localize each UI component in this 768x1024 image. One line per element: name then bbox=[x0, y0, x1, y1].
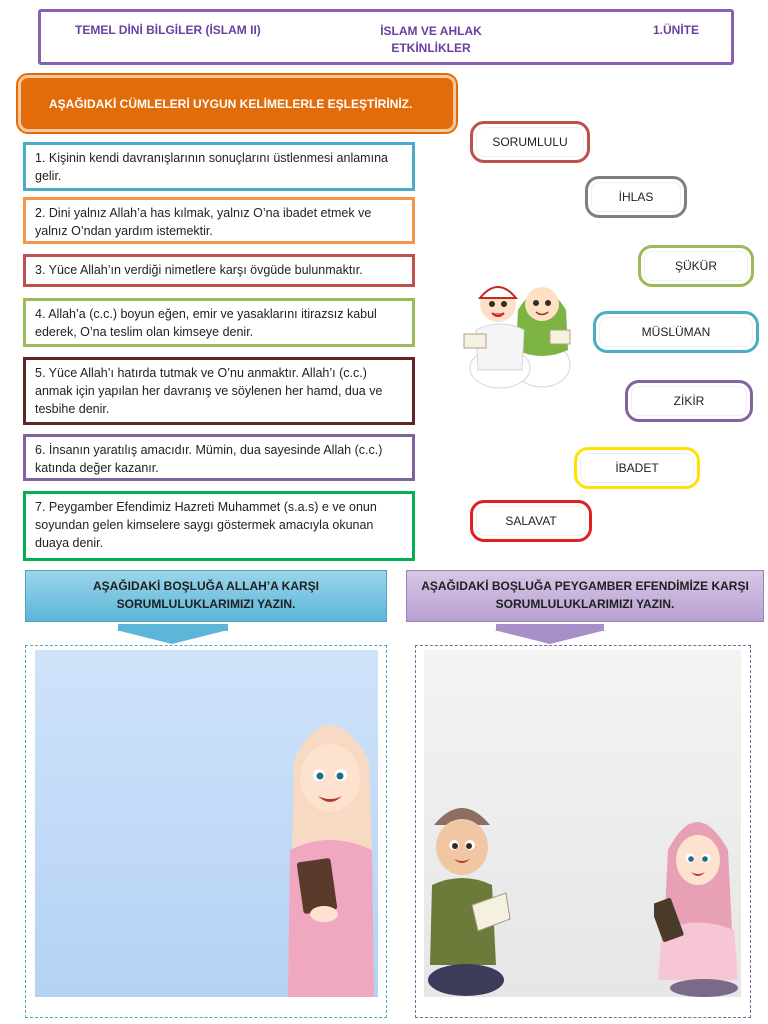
down-arrow-icon bbox=[494, 630, 606, 644]
question-6: 6. İnsanın yaratılış amacıdır. Mümin, dua sayesinde Allah (c.c.) katında değer kazanır. bbox=[23, 434, 415, 481]
allah-responsibilities-banner: AŞAĞIDAKİ BOŞLUĞA ALLAH’A KARŞI SORUMLULUKLARIMIZI YAZIN. bbox=[25, 570, 387, 622]
question-4: 4. Allah’a (c.c.) boyun eğen, emir ve yasaklarını itirazsız kabul ederek, O’na teslim olan kimseye denir. bbox=[23, 298, 415, 347]
word-card-salavat[interactable]: SALAVAT bbox=[470, 500, 592, 542]
children-reading-illustration bbox=[462, 270, 580, 390]
question-5: 5. Yüce Allah’ı hatırda tutmak ve O’nu anmaktır. Allah’ı (c.c.) anmak için yapılan her davranış ve söylenen her hamd, dua ve tesbihe denir. bbox=[23, 357, 415, 425]
question-2: 2. Dini yalnız Allah’a has kılmak, yalnız O’na ibadet etmek ve yalnız O’ndan yardım istemektir. bbox=[23, 197, 415, 244]
question-3: 3. Yüce Allah’ın verdiği nimetlere karşı övgüde bulunmaktır. bbox=[23, 254, 415, 287]
question-7: 7. Peygamber Efendimiz Hazreti Muhammet (s.a.s) e ve onun soyundan gelen kimselere saygı göstermek amacıyla okunan duaya denir. bbox=[23, 491, 415, 561]
girl-with-book-illustration bbox=[284, 700, 378, 997]
question-1: 1. Kişinin kendi davranışlarının sonuçlarını üstlenmesi anlamına gelir. bbox=[23, 142, 415, 191]
unit-topic: İSLAM VE AHLAK ETKİNLİKLER bbox=[380, 24, 482, 55]
matching-instruction: AŞAĞIDAKİ CÜMLELERİ UYGUN KELİMELERLE EŞLEŞTİRİNİZ. bbox=[18, 75, 456, 132]
prophet-responsibilities-banner: AŞAĞIDAKİ BOŞLUĞA PEYGAMBER EFENDİMİZE KARŞI SORUMLULUKLARIMIZI YAZIN. bbox=[406, 570, 764, 622]
word-card-ihlas[interactable]: İHLAS bbox=[585, 176, 687, 218]
word-card-sukur[interactable]: ŞÜKÜR bbox=[638, 245, 754, 287]
boy-reading-illustration bbox=[426, 795, 516, 997]
word-card-ibadet[interactable]: İBADET bbox=[574, 447, 700, 489]
worksheet-header bbox=[38, 9, 734, 65]
girl-reading-illustration bbox=[654, 800, 740, 997]
word-card-sorumlulu[interactable]: SORUMLULU bbox=[470, 121, 590, 163]
down-arrow-icon bbox=[116, 630, 228, 644]
word-card-zikir[interactable]: ZİKİR bbox=[625, 380, 753, 422]
course-title: TEMEL DİNİ BİLGİLER (İSLAM II) bbox=[75, 23, 261, 37]
word-card-musluman[interactable]: MÜSLÜMAN bbox=[593, 311, 759, 353]
unit-number: 1.ÜNİTE bbox=[652, 23, 699, 37]
